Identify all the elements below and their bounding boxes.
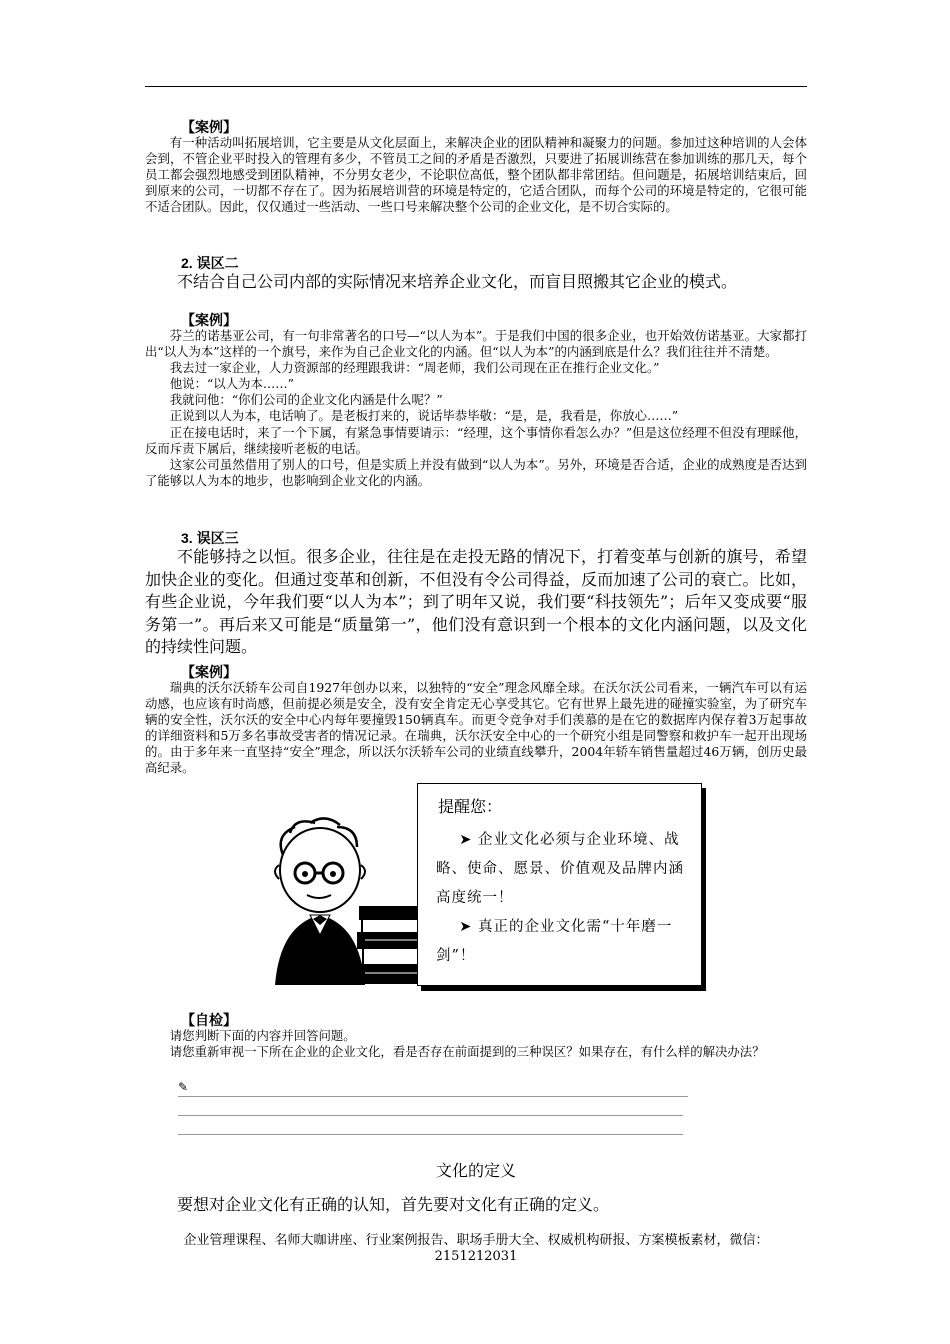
section2-body	[145, 271, 807, 293]
footer-line1: 企业管理课程、名师大咖讲座、行业案例报告、职场手册大全、权威机构研报、方案模板素材，微信：	[183, 1233, 769, 1248]
answer-line[interactable]	[178, 1096, 688, 1097]
case2-paragraph: 这家公司虽然借用了别人的口号，但是实质上并没有做到“以人为本”。另外，环境是否合适，企业的成熟度是否达到了能够以人为本的地步，也影响到企业文化的内涵。	[145, 456, 807, 488]
reminder-bullet	[436, 913, 691, 971]
case2-paragraph: 正在接电话时，来了一个下属，有紧急事情要请示：“经理，这个事情你看怎么办？”但是这位经理不但没有理睬他，反而斥责下属后，继续接听老板的电话。	[145, 424, 807, 456]
case2-paragraph: 我去过一家企业，人力资源部的经理跟我讲：“周老师，我们公司现在正在推行企业文化。”	[169, 360, 660, 376]
section3-text: 不能够持之以恒。很多企业，往往是在走投无路的情况下，打着变革与创新的旗号，希望加快企业的变化。但通过变革和创新，不但没有令公司得益，反而加速了公司的衰亡。比如，有些企业说，今年我们要“以人为本”；到了明年又说，我们要“科技领先”；后年又变成要“服务第一”。再后来又可能是“质量第一”，他们没有意识到一个根本的文化内涵问题，以及文化的持续性问题。	[145, 547, 807, 656]
selfcheck-body	[145, 1028, 807, 1060]
section2-text: 不结合自己公司内部的实际情况来培养企业文化，而盲目照搬其它企业的模式。	[177, 272, 738, 291]
arrow-bullet-icon: ➤	[459, 919, 478, 935]
professor-illustration	[265, 815, 440, 990]
case1-text: 有一种活动叫拓展培训，它主要是从文化层面上，来解决企业的团队精神和凝聚力的问题。参加过这种培训的人会体会到，不管企业平时投入的管理有多少，不管员工之间的矛盾是否激烈，只要进了拓展训练营在参加训练的那几天，每个员工都会强烈地感受到团队精神，不分男女老少，不论职位高低，整个团队都非常团结。但问题是，拓展培训结束后，回到原来的公司，一切都不存在了。因为拓展培训营的环境是特定的，它适合团队，而每个公司的环境是特定的，它很可能不适合团队。因此，仅仅通过一些活动、一些口号来解决整个公司的企业文化，是不切合实际的。	[145, 135, 807, 215]
reminder-title: 提醒您：	[438, 797, 503, 816]
header-rule	[145, 86, 807, 87]
case2-paragraph: 我就问他：“你们公司的企业文化内涵是什么呢？”	[169, 392, 443, 408]
section2-heading: 2. 误区二	[181, 255, 239, 271]
case1-label: 【案例】	[181, 119, 237, 135]
answer-line[interactable]	[178, 1134, 683, 1135]
reminder-callout	[417, 783, 702, 986]
footer	[145, 1233, 807, 1265]
section3-body	[145, 546, 807, 659]
reminder-bullets	[436, 826, 691, 971]
definition-title: 文化的定义	[435, 1163, 516, 1180]
reminder-bullet-text: 企业文化必须与企业环境、战略、使命、愿景、价值观及品牌内涵高度统一！	[436, 832, 684, 906]
section3-heading: 3. 误区三	[181, 530, 239, 546]
definition-text: 要想对企业文化有正确的认知，首先要对文化有正确的定义。	[177, 1195, 610, 1214]
case3-body	[145, 680, 807, 777]
reminder-bullet-text: 真正的企业文化需“十年磨一剑”！	[436, 919, 673, 964]
case2-paragraph: 正说到以人为本，电话响了。是老板打来的，说话毕恭毕敬：“是，是，我看是，你放心……”	[169, 408, 679, 424]
case2-label: 【案例】	[181, 312, 237, 328]
selfcheck-label: 【自检】	[181, 1012, 237, 1028]
reminder-bullet	[436, 826, 691, 913]
case1-body	[145, 135, 807, 215]
pencil-icon: ✎	[178, 1080, 189, 1094]
footer-line2: 2151212031	[434, 1249, 518, 1264]
case2-body	[145, 328, 807, 489]
selfcheck-line2: 请您重新审视一下所在企业的企业文化，看是否存在前面提到的三种误区？如果存在，有什么样的解决办法？	[169, 1044, 765, 1060]
case3-text: 瑞典的沃尔沃轿车公司自1927年创办以来，以独特的“安全”理念风靡全球。在沃尔沃公司看来，一辆汽车可以有运动感，也应该有时尚感，但前提必须是安全，没有安全肯定无心享受其它。它有世界上最先进的碰撞实验室，为了研究车辆的安全性，沃尔沃的安全中心内每年要撞毁150辆真车。而更令竞争对手们羡慕的是在它的数据库内保存着3万起事故的详细资料和5万多名事故受害者的情况记录。在瑞典，沃尔沃安全中心的一个研究小组是同警察和救护车一起开出现场的。由于多年来一直坚持“安全”理念，所以沃尔沃轿车公司的业绩直线攀升，2004年轿车销售量超过46万辆，创历史最高纪录。	[145, 680, 807, 776]
case3-label: 【案例】	[181, 664, 237, 680]
arrow-bullet-icon: ➤	[459, 832, 478, 848]
case2-paragraph: 他说：“以人为本……”	[169, 376, 294, 392]
selfcheck-line1: 请您判断下面的内容并回答问题。	[169, 1028, 356, 1043]
definition-body	[145, 1194, 807, 1216]
answer-line[interactable]	[178, 1115, 683, 1116]
case2-paragraph: 芬兰的诺基亚公司，有一句非常著名的口号—“以人为本”。于是我们中国的很多企业，也开始效仿诺基亚。大家都打出“以人为本”这样的一个旗号，来作为自己企业文化的内涵。但“以人为本”的内涵到底是什么？我们往往并不清楚。	[145, 328, 807, 360]
